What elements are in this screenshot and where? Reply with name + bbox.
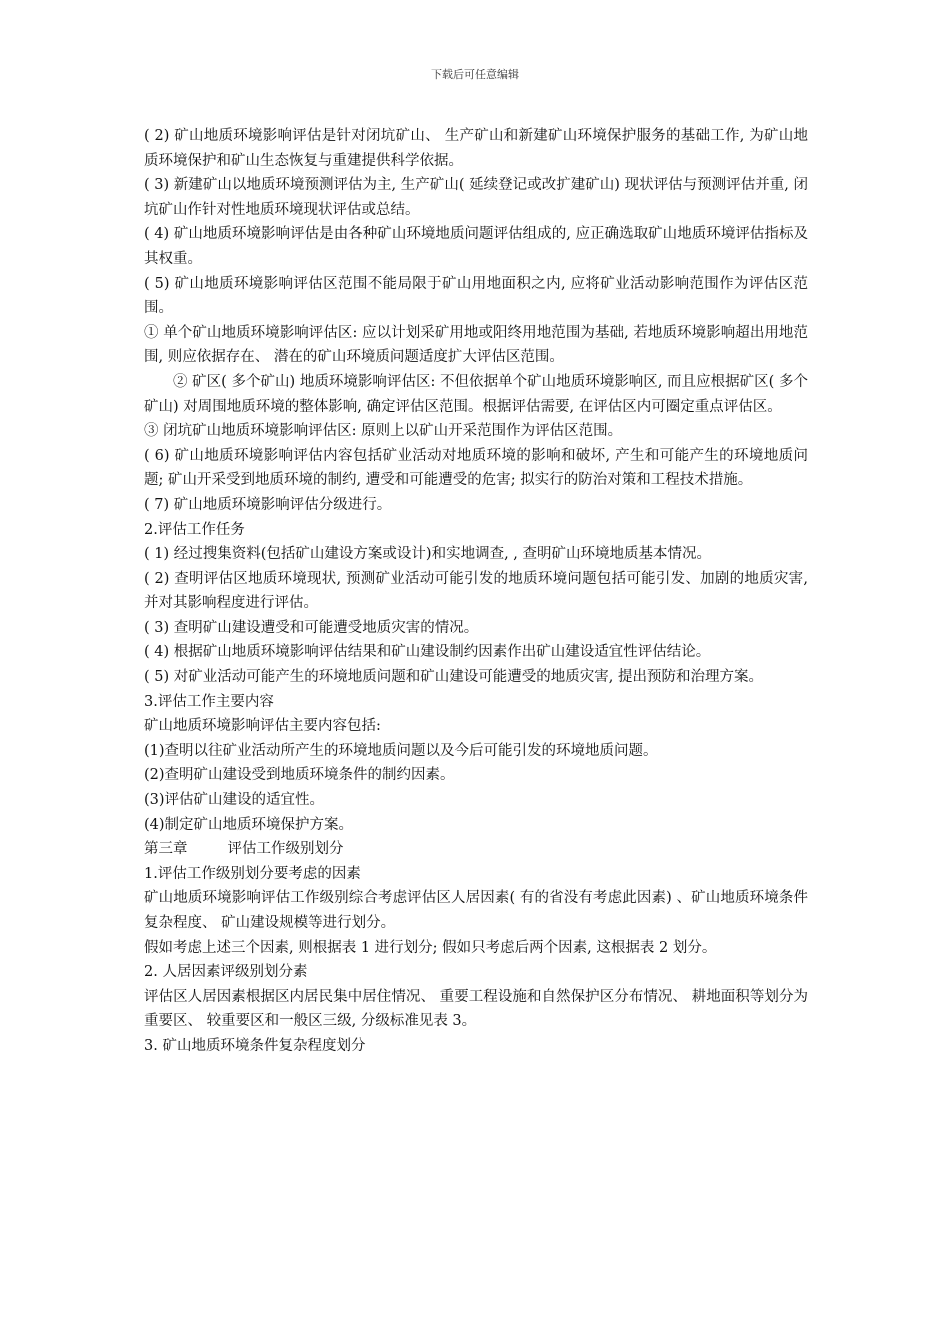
paragraph: ( 7) 矿山地质环境影响评估分级进行。 (144, 496, 392, 513)
paragraph: ( 4) 矿山地质环境影响评估是由各种矿山环境地质问题评估组成的, 应正确选取矿山地质环境评估指标及其权重。 (144, 226, 808, 267)
page-header: 下载后可任意编辑 (431, 68, 519, 81)
paragraph: ( 6) 矿山地质环境影响评估内容包括矿业活动对地质环境的影响和破坏, 产生和可能产生的环境地质问题; 矿山开采受到地质环境的制约, 遭受和可能遭受的危害; 拟实行的防治对策和工程技术措施。 (144, 447, 808, 489)
paragraph: 矿山地质环境影响评估主要内容包括: (144, 718, 381, 735)
paragraph: 矿山地质环境影响评估工作级别综合考虑评估区人居因素( 有的省没有考虑此因素) 、矿山地质环境条件复杂程度、 矿山建设规模等进行划分。 (144, 890, 808, 931)
paragraph: ( 5) 对矿业活动可能产生的环境地质问题和矿山建设可能遭受的地质灾害, 提出预防和治理方案。 (144, 669, 763, 686)
paragraph: ① 单个矿山地质环境影响评估区: 应以计划采矿用地或阳终用地范围为基础, 若地质环境影响超出用地范围, 则应依据存在、 潜在的矿山环境质问题适度扩大评估区范围。 (144, 324, 808, 366)
paragraph: ② 矿区( 多个矿山) 地质环境影响评估区: 不但依据单个矿山地质环境影响区, 而且应根据矿区( 多个矿山) 对周围地质环境的整体影响, 确定评估区范围。根据评估需要, 在评估区内可圈定重点评估区。 (144, 373, 808, 415)
paragraph: ( 1) 经过搜集资料(包括矿山建设方案或设计)和实地调查, , 查明矿山环境地质基本情况。 (144, 546, 712, 563)
section-heading: 1.评估工作级别划分要考虑的因素 (144, 865, 361, 882)
paragraph: ( 5) 矿山地质环境影响评估区范围不能局限于矿山用地面积之内, 应将矿业活动影响范围作为评估区范围。 (144, 275, 808, 317)
section-heading: 3.评估工作主要内容 (144, 693, 274, 710)
paragraph: ( 2) 矿山地质环境影响评估是针对闭坑矿山、 生产矿山和新建矿山环境保护服务的基础工作, 为矿山地质环境保护和矿山生态恢复与重建提供科学依据。 (144, 128, 808, 169)
chapter-title: 评估工作级别划分 (227, 841, 344, 858)
section-heading: 3. 矿山地质环境条件复杂程度划分 (144, 1037, 366, 1054)
paragraph: 评估区人居因素根据区内居民集中居住情况、 重要工程设施和自然保护区分布情况、 耕地面积等划分为重要区、 较重要区和一般区三级, 分级标准见表 3。 (144, 988, 808, 1030)
paragraph: ( 3) 查明矿山建设遭受和可能遭受地质灾害的情况。 (144, 619, 479, 636)
paragraph: ③ 闭坑矿山地质环境影响评估区: 原则上以矿山开采范围作为评估区范围。 (144, 423, 623, 440)
paragraph: 假如考虑上述三个因素, 则根据表 1 进行划分; 假如只考虑后两个因素, 这根据表 2 划分。 (144, 939, 717, 956)
section-heading: 2. 人居因素评级别划分素 (144, 964, 308, 981)
chapter-number: 第三章 (144, 841, 188, 858)
section-heading: 2.评估工作任务 (144, 521, 245, 538)
paragraph: (2)查明矿山建设受到地质环境条件的制约因素。 (144, 767, 455, 784)
paragraph: (4)制定矿山地质环境保护方案。 (144, 816, 354, 833)
paragraph: (3)评估矿山建设的适宜性。 (144, 792, 325, 809)
paragraph: ( 2) 查明评估区地质环境现状, 预测矿业活动可能引发的地质环境问题包括可能引发、加剧的地质灾害, 并对其影响程度进行评估。 (144, 570, 808, 612)
paragraph: (1)查明以往矿业活动所产生的环境地质问题以及今后可能引发的环境地质问题。 (144, 742, 658, 759)
paragraph: ( 4) 根据矿山地质环境影响评估结果和矿山建设制约因素作出矿山建设适宜性评估结论。 (144, 644, 711, 661)
paragraph: ( 3) 新建矿山以地质环境预测评估为主, 生产矿山( 延续登记或改扩建矿山) 现状评估与预测评估并重, 闭坑矿山作针对性地质环境现状评估或总结。 (144, 177, 808, 218)
chapter-heading (144, 837, 808, 862)
document-body (144, 124, 808, 1059)
